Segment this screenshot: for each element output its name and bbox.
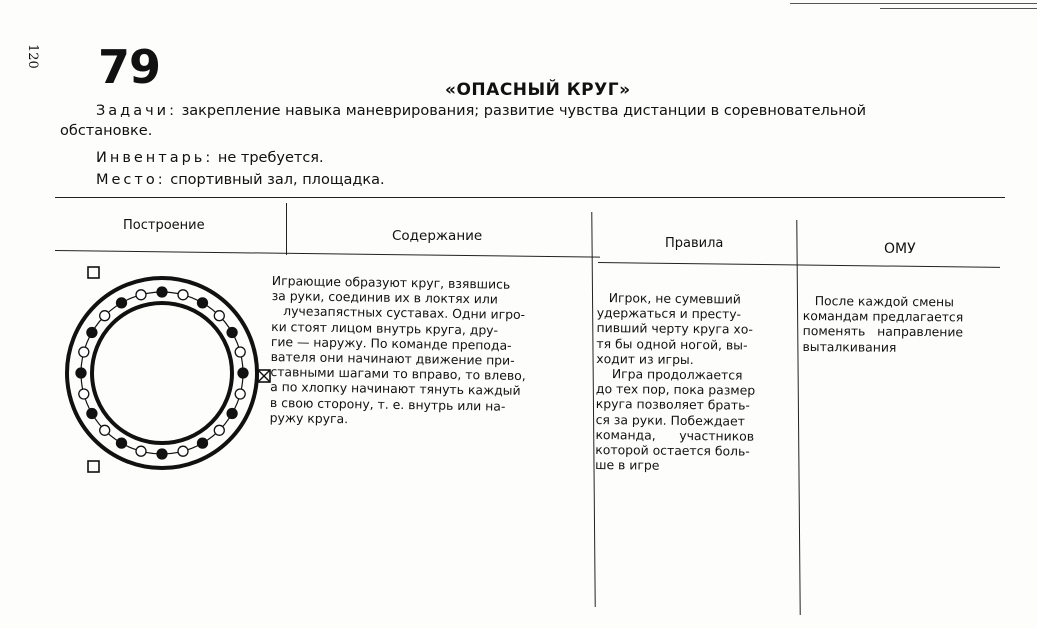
place-line [96,172,385,188]
place-label: Место: [96,172,166,188]
tasks-line [96,103,866,119]
table-top-rule [55,197,1005,198]
player-inward-icon [227,409,237,419]
omu-text: После каждой смены командам предлагается поменять направление выталкивания [802,293,964,355]
tasks-text: закрепление навыка маневрирования; развитие чувства дистанции в соревновательной [176,103,867,119]
player-outward-icon [214,311,224,321]
tasks-label: Задачи: [96,103,177,119]
inner-circle [92,303,232,443]
header-bottom-rule-right [598,262,1000,268]
player-inward-icon [198,438,208,448]
header-rules: Правила [665,236,724,251]
col-divider-1 [286,203,287,255]
top-edge-line-2 [880,8,1037,9]
place-text: спортивный зал, площадка. [165,172,385,188]
player-outward-icon [136,446,146,456]
header-omu: ОМУ [884,241,916,257]
rules-text: Игрок, не сумевший удержаться и престу- пивший черту круга хо- тя бы одной ногой, вы- ходит из игры. Игра продолжается до тех пор, пока размер круга позволяет брать- ся за руки. Побеждает команда, участников которой остается боль- ше в игре [595,290,756,473]
player-outward-icon [136,290,146,300]
outer-circle [67,278,257,468]
player-inward-icon [227,328,237,338]
player-outward-icon [100,425,110,435]
inventory-text: не требуется. [213,150,324,166]
player-inward-icon [117,298,127,308]
players-group [76,287,248,459]
page-number: 120 [25,44,40,69]
player-outward-icon [178,446,188,456]
top-edge-line [790,3,1037,4]
header-bottom-rule [55,250,600,258]
player-inward-icon [117,438,127,448]
player-outward-icon [79,389,89,399]
header-content: Содержание [392,228,483,244]
player-outward-icon [79,347,89,357]
game-number: 79 [98,40,161,94]
player-outward-icon [235,389,245,399]
player-outward-icon [214,425,224,435]
formation-diagram [52,262,282,482]
col-divider-3 [796,220,801,615]
player-inward-icon [157,287,167,297]
player-inward-icon [238,368,248,378]
player-inward-icon [198,298,208,308]
player-inward-icon [157,449,167,459]
player-outward-icon [235,347,245,357]
start-square-icon [88,267,99,278]
inventory-label: Инвентарь: [96,150,214,166]
player-inward-icon [87,328,97,338]
teacher-marker-icon [258,370,270,382]
content-text: Играющие образуют круг, взявшись за руки, соединив их в локтях или лучезапястных суставах. Одни игро- ки стоят лицом внутрь круга, дру- гие — наружу. По команде препода- вателя они начинают движение при- ставными шагами то вправо, то влево, а по хлопку начинают тянуть каждый в свою сторону, т. е. внутрь или на- ружу круга. [269,273,526,427]
header-formation: Построение [123,218,205,233]
start-square-icon-2 [88,461,99,472]
tasks-line-2: обстановке. [60,123,153,139]
player-inward-icon [87,409,97,419]
player-inward-icon [76,368,86,378]
inventory-line [96,150,324,166]
player-outward-icon [100,311,110,321]
player-outward-icon [178,290,188,300]
game-title: «ОПАСНЫЙ КРУГ» [445,80,631,100]
